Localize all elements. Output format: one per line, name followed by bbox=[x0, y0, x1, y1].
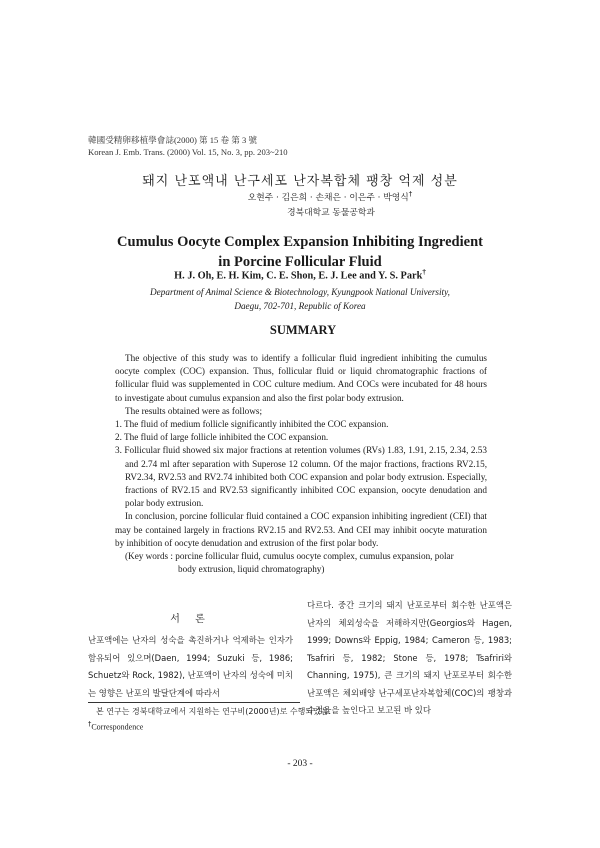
body-column-right bbox=[307, 597, 512, 720]
correspondence-note bbox=[88, 718, 331, 734]
journal-citation bbox=[88, 134, 288, 158]
intro-paragraph-right: 다르다. 중간 크기의 돼지 난포로부터 회수한 난포액은 난자의 체외성숙을 저해하지만(Georgios와 Hagen, 1999; Downs와 Eppig, 1984; Cameron 등, 1983; Tsafriri 등, 1982; Stone 등, 1978; Tsafriri와 Channing, 1975), 큰 크기의 돼지 난포로부터 회수한 난포액은 체외배양 난구세포난자복합체(COC)의 팽창과 수정율을 높인다고 보고된 바 있다 bbox=[307, 600, 512, 715]
footnotes bbox=[88, 706, 331, 734]
footnote-divider bbox=[88, 702, 300, 703]
correspondence-mark: † bbox=[88, 720, 92, 728]
english-authors bbox=[0, 268, 600, 281]
correspondence-mark: † bbox=[422, 268, 426, 276]
abstract bbox=[115, 352, 487, 576]
page-number: - 203 - bbox=[287, 759, 313, 769]
funding-note: 본 연구는 경북대학교에서 지원하는 연구비(2000년)로 수행되었음. bbox=[96, 707, 332, 716]
korean-authors bbox=[0, 190, 600, 203]
english-title-line1: Cumulus Oocyte Complex Expansion Inhibiting Ingredient bbox=[117, 234, 483, 250]
english-title-line2: in Porcine Follicular Fluid bbox=[218, 254, 382, 270]
section-title-introduction: 서 론 bbox=[170, 614, 211, 625]
correspondence-mark: † bbox=[408, 190, 413, 199]
correspondence-label: Correspondence bbox=[91, 722, 144, 732]
journal-line-korean: 韓國受精卵移植學會誌(2000) 第 15 卷 第 3 號 bbox=[88, 135, 258, 145]
keywords-line1: (Key words : porcine follicular fluid, cumulus oocyte complex, cumulus expansion, polar bbox=[125, 551, 454, 562]
results-intro: The results obtained were as follows; bbox=[125, 405, 263, 416]
result-item: 2. The fluid of large follicle inhibited the COC expansion. bbox=[115, 432, 329, 443]
english-affiliation bbox=[0, 285, 600, 313]
abstract-conclusion: In conclusion, porcine follicular fluid contained a COC expansion inhibiting ingredient (CEI) that may be contained largely in fractions RV2.15 and RV2.53. And CEI may inhibit oocyte maturation by inhibition of oocyte denudation and extrusion of the first polar body. bbox=[115, 511, 487, 548]
result-item: 1. The fluid of medium follicle significantly inhibited the COC expansion. bbox=[115, 419, 389, 430]
english-author-names: H. J. Oh, E. H. Kim, C. E. Shon, E. J. Lee and Y. S. Park bbox=[174, 270, 423, 282]
abstract-intro: The objective of this study was to identify a follicular fluid ingredient inhibiting the cumulus oocyte complex (COC) expansion. Thus, follicular fluid or liquid chromatographic fractions of follicular fluid was supplemented in COC culture medium. And COCs were incubated for 48 hours to investigate about cumulus expansion and also the first polar body extrusion. bbox=[115, 353, 487, 403]
result-item: 3. Follicular fluid showed six major fractions at retention volumes (RVs) 1.83, 1.91, 2.15, 2.34, 2.53 and 2.74 ml after separation with Superose 12 column. Of the major fractions, fractions RV2.15, RV2.34, RV2.53 and RV2.74 inhibited both COC expansion and polar body extrusion. Especially, fractions of RV2.15 and RV2.53 significantly inhibited COC expansion, oocyte denudation and polar body extrusion. bbox=[115, 445, 487, 509]
english-title bbox=[0, 232, 600, 272]
korean-title: 돼지 난포액내 난구세포 난자복합체 팽창 억제 성분 bbox=[142, 174, 458, 189]
intro-paragraph-left: 난포액에는 난자의 성숙을 촉진하거나 억제하는 인자가 함유되어 있으며(Daen, 1994; Suzuki 등, 1986; Schuetz와 Rock, 1982), 난포액이 난자의 성숙에 미치는 영향은 난포의 발달단계에 따라서 bbox=[88, 635, 293, 698]
summary-heading: SUMMARY bbox=[269, 323, 337, 337]
keywords-line2: body extrusion, liquid chromatography) bbox=[178, 564, 325, 575]
affiliation-line1: Department of Animal Science & Biotechnology, Kyungpook National University, bbox=[150, 287, 450, 297]
korean-author-names: 오현주 · 김은희 · 손채은 · 이은주 · 박영식 bbox=[247, 193, 409, 203]
korean-affiliation: 경북대학교 동물공학과 bbox=[287, 208, 375, 218]
body-column-left bbox=[88, 632, 293, 702]
journal-line-english: Korean J. Emb. Trans. (2000) Vol. 15, No. 3, pp. 203~210 bbox=[88, 147, 288, 157]
affiliation-line2: Daegu, 702-701, Republic of Korea bbox=[234, 301, 366, 311]
